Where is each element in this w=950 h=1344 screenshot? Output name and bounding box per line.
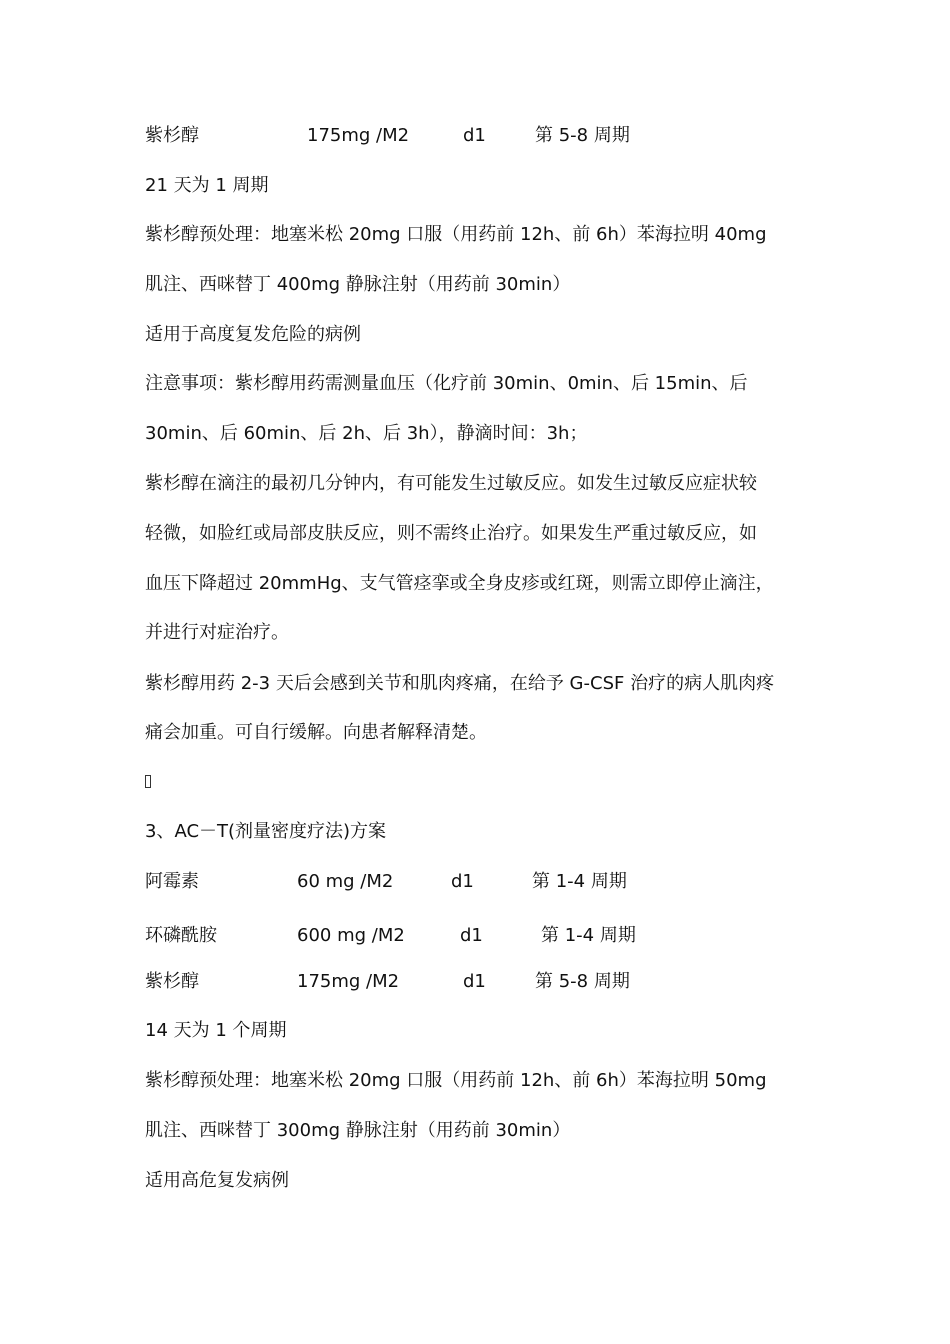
pain-paragraph-line-2: 痛会加重。可自行缓解。向患者解释清楚。 [145, 722, 487, 743]
allergy-paragraph-line-4: 并进行对症治疗。 [145, 622, 289, 643]
premedication-line-2: 肌注、西咪替丁 400mg 静脉注射（用药前 30min） [145, 274, 571, 295]
pain-paragraph-line-1: 紫杉醇用药 2-3 天后会感到关节和肌肉疼痛，在给予 G-CSF 治疗的病人肌肉疼 [145, 673, 775, 694]
allergy-paragraph-line-1: 紫杉醇在滴注的最初几分钟内，有可能发生过敏反应。如发生过敏反应症状较 [145, 473, 757, 494]
allergy-paragraph-line-3: 血压下降超过 20mmHg、支气管痉挛或全身皮疹或红斑，则需立即停止滴注， [145, 573, 774, 594]
drug-cycles: 第 1-4 周期 [532, 871, 627, 892]
caution-line-1: 注意事项：紫杉醇用药需测量血压（化疗前 30min、0min、后 15min、后 [145, 373, 748, 394]
drug-day: d1 [460, 925, 483, 946]
drug-name: 紫杉醇 [145, 971, 199, 992]
regimen-heading: 3、AC－T(剂量密度疗法)方案 [145, 821, 387, 842]
drug-dose: 175mg /M2 [297, 971, 400, 992]
premedication-line-1: 紫杉醇预处理：地塞米松 20mg 口服（用药前 12h、前 6h）苯海拉明 40mg [145, 224, 767, 245]
allergy-paragraph-line-2: 轻微，如脸红或局部皮肤反应，则不需终止治疗。如果发生严重过敏反应，如 [145, 523, 757, 544]
drug-dose: 175mg /M2 [307, 125, 410, 146]
drug-cycles: 第 1-4 周期 [541, 925, 636, 946]
drug-day: d1 [463, 971, 486, 992]
drug-name: 紫杉醇 [145, 125, 199, 146]
cycle-note: 21 天为 1 周期 [145, 175, 269, 196]
drug-name: 阿霉素 [145, 871, 199, 892]
indication: 适用于高度复发危险的病例 [145, 324, 361, 345]
cycle-note: 14 天为 1 个周期 [145, 1020, 287, 1041]
drug-dose: 60 mg /M2 [297, 871, 394, 892]
drug-cycles: 第 5-8 周期 [535, 125, 630, 146]
premedication-line-1: 紫杉醇预处理：地塞米松 20mg 口服（用药前 12h、前 6h）苯海拉明 50mg [145, 1070, 767, 1091]
drug-day: d1 [463, 125, 486, 146]
drug-dose: 600 mg /M2 [297, 925, 405, 946]
drug-name: 环磷酰胺 [145, 925, 217, 946]
caution-line-2: 30min、后 60min、后 2h、后 3h），静滴时间：3h； [145, 423, 588, 444]
drug-day: d1 [451, 871, 474, 892]
missing-glyph-box [145, 775, 151, 788]
premedication-line-2: 肌注、西咪替丁 300mg 静脉注射（用药前 30min） [145, 1120, 571, 1141]
drug-cycles: 第 5-8 周期 [535, 971, 630, 992]
indication: 适用高危复发病例 [145, 1170, 289, 1191]
